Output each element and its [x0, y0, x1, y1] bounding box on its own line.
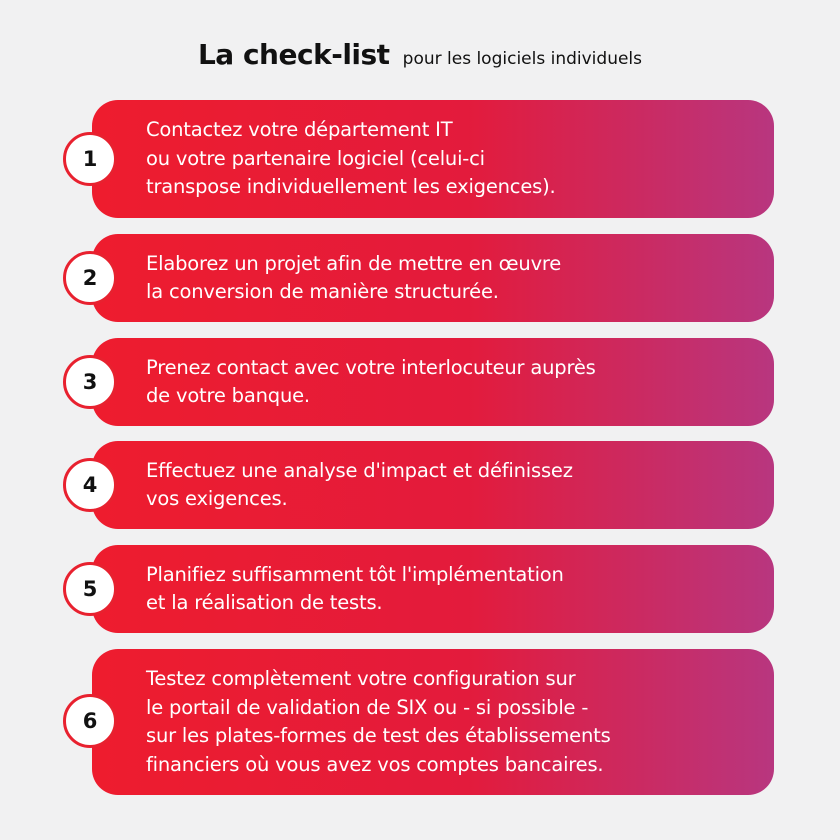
- step-number-badge: 2: [63, 251, 117, 305]
- checklist-item-6: [92, 649, 774, 795]
- item-text: [146, 116, 556, 202]
- item-line: Elaborez un projet afin de mettre en œuvre: [146, 251, 562, 275]
- item-text: [146, 561, 564, 618]
- title-subtitle: pour les logiciels individuels: [402, 49, 643, 69]
- item-text: [146, 250, 561, 307]
- step-number-badge: 4: [63, 458, 117, 512]
- checklist-item-2: [92, 234, 774, 322]
- item-text: [146, 457, 573, 514]
- item-line: Prenez contact avec votre interlocuteur auprès: [146, 355, 596, 379]
- checklist-item-5: [92, 545, 774, 633]
- step-number-badge: 5: [63, 562, 117, 616]
- item-line: transpose individuellement les exigences).: [146, 175, 556, 199]
- item-line: et la réalisation de tests.: [146, 591, 383, 614]
- item-line: vos exigences.: [146, 487, 288, 510]
- item-line: sur les plates-formes de test des établissements: [146, 724, 611, 747]
- title-main: La check-list: [197, 38, 390, 71]
- item-line: la conversion de manière structurée.: [146, 280, 499, 303]
- item-line: ou votre partenaire logiciel (celui-ci: [146, 146, 485, 170]
- item-line: Planifiez suffisamment tôt l'implémentation: [146, 562, 564, 586]
- item-text: [146, 354, 596, 411]
- checklist-item-4: [92, 441, 774, 529]
- item-text: [146, 665, 611, 779]
- item-line: Testez complètement votre configuration sur: [146, 667, 576, 690]
- checklist-item-1: [92, 100, 774, 218]
- item-line: Effectuez une analyse d'impact et définissez: [146, 458, 573, 482]
- item-line: Contactez votre département IT: [146, 118, 453, 142]
- step-number-badge: 1: [63, 132, 117, 186]
- checklist-title: [0, 38, 840, 71]
- step-number-badge: 6: [63, 694, 117, 748]
- item-line: de votre banque.: [146, 384, 310, 407]
- checklist-item-3: [92, 338, 774, 426]
- step-number-badge: 3: [63, 355, 117, 409]
- item-line: le portail de validation de SIX ou - si possible -: [146, 695, 589, 719]
- item-line: financiers où vous avez vos comptes bancaires.: [146, 752, 604, 776]
